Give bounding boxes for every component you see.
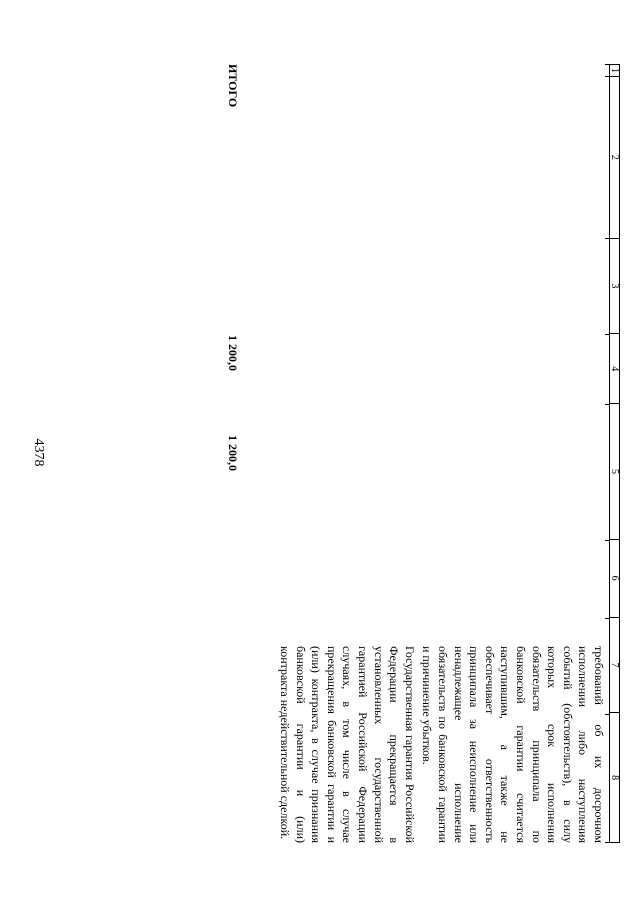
column-rule (605, 334, 609, 335)
header-cell-8: 8 (609, 775, 620, 781)
column-rule (605, 404, 609, 405)
col8-paragraph-2: Государственная гарантия Российской Федерации прекращается в установленных государственной гарантией Российской Федерации случаях, в том числе в случае прекращения банковской гарантии и (или) контракта, в случае признания банковской гарантии и (или) контракта недействительной сделкой. (278, 646, 417, 843)
column-8-text (277, 646, 606, 843)
header-cell-4: 4 (610, 334, 619, 404)
header-cell-2: 2 (610, 77, 619, 239)
col8-paragraph-1: требований об их досрочном исполнении либо наступления событий (обстоятельств), в силу которых срок исполнения обязательств принципала по банковской гарантии считается наступившим, а также не обеспечивает ответственность принципала за неисполнение или ненадлежащее исполнение обязательств по банковской гарантии и причинение убытков. (420, 646, 606, 843)
column-rule (605, 76, 609, 77)
header-cell-3: 3 (610, 239, 619, 335)
column-rule (605, 64, 609, 65)
table-header-row (609, 64, 620, 843)
column-rule (605, 618, 609, 619)
header-cell-1: 1 (610, 65, 619, 77)
page-number: 4378 (31, 438, 46, 467)
header-cell-6: 6 (610, 540, 619, 618)
total-label: ИТОГО (226, 64, 240, 108)
column-rule (605, 540, 609, 541)
header-cell-5: 5 (610, 404, 619, 540)
column-rule (605, 238, 609, 239)
total-col4-value: 1 200,0 (226, 335, 240, 371)
header-cell-7: 7 (610, 618, 619, 714)
total-col5-value: 1 200,0 (226, 435, 240, 471)
